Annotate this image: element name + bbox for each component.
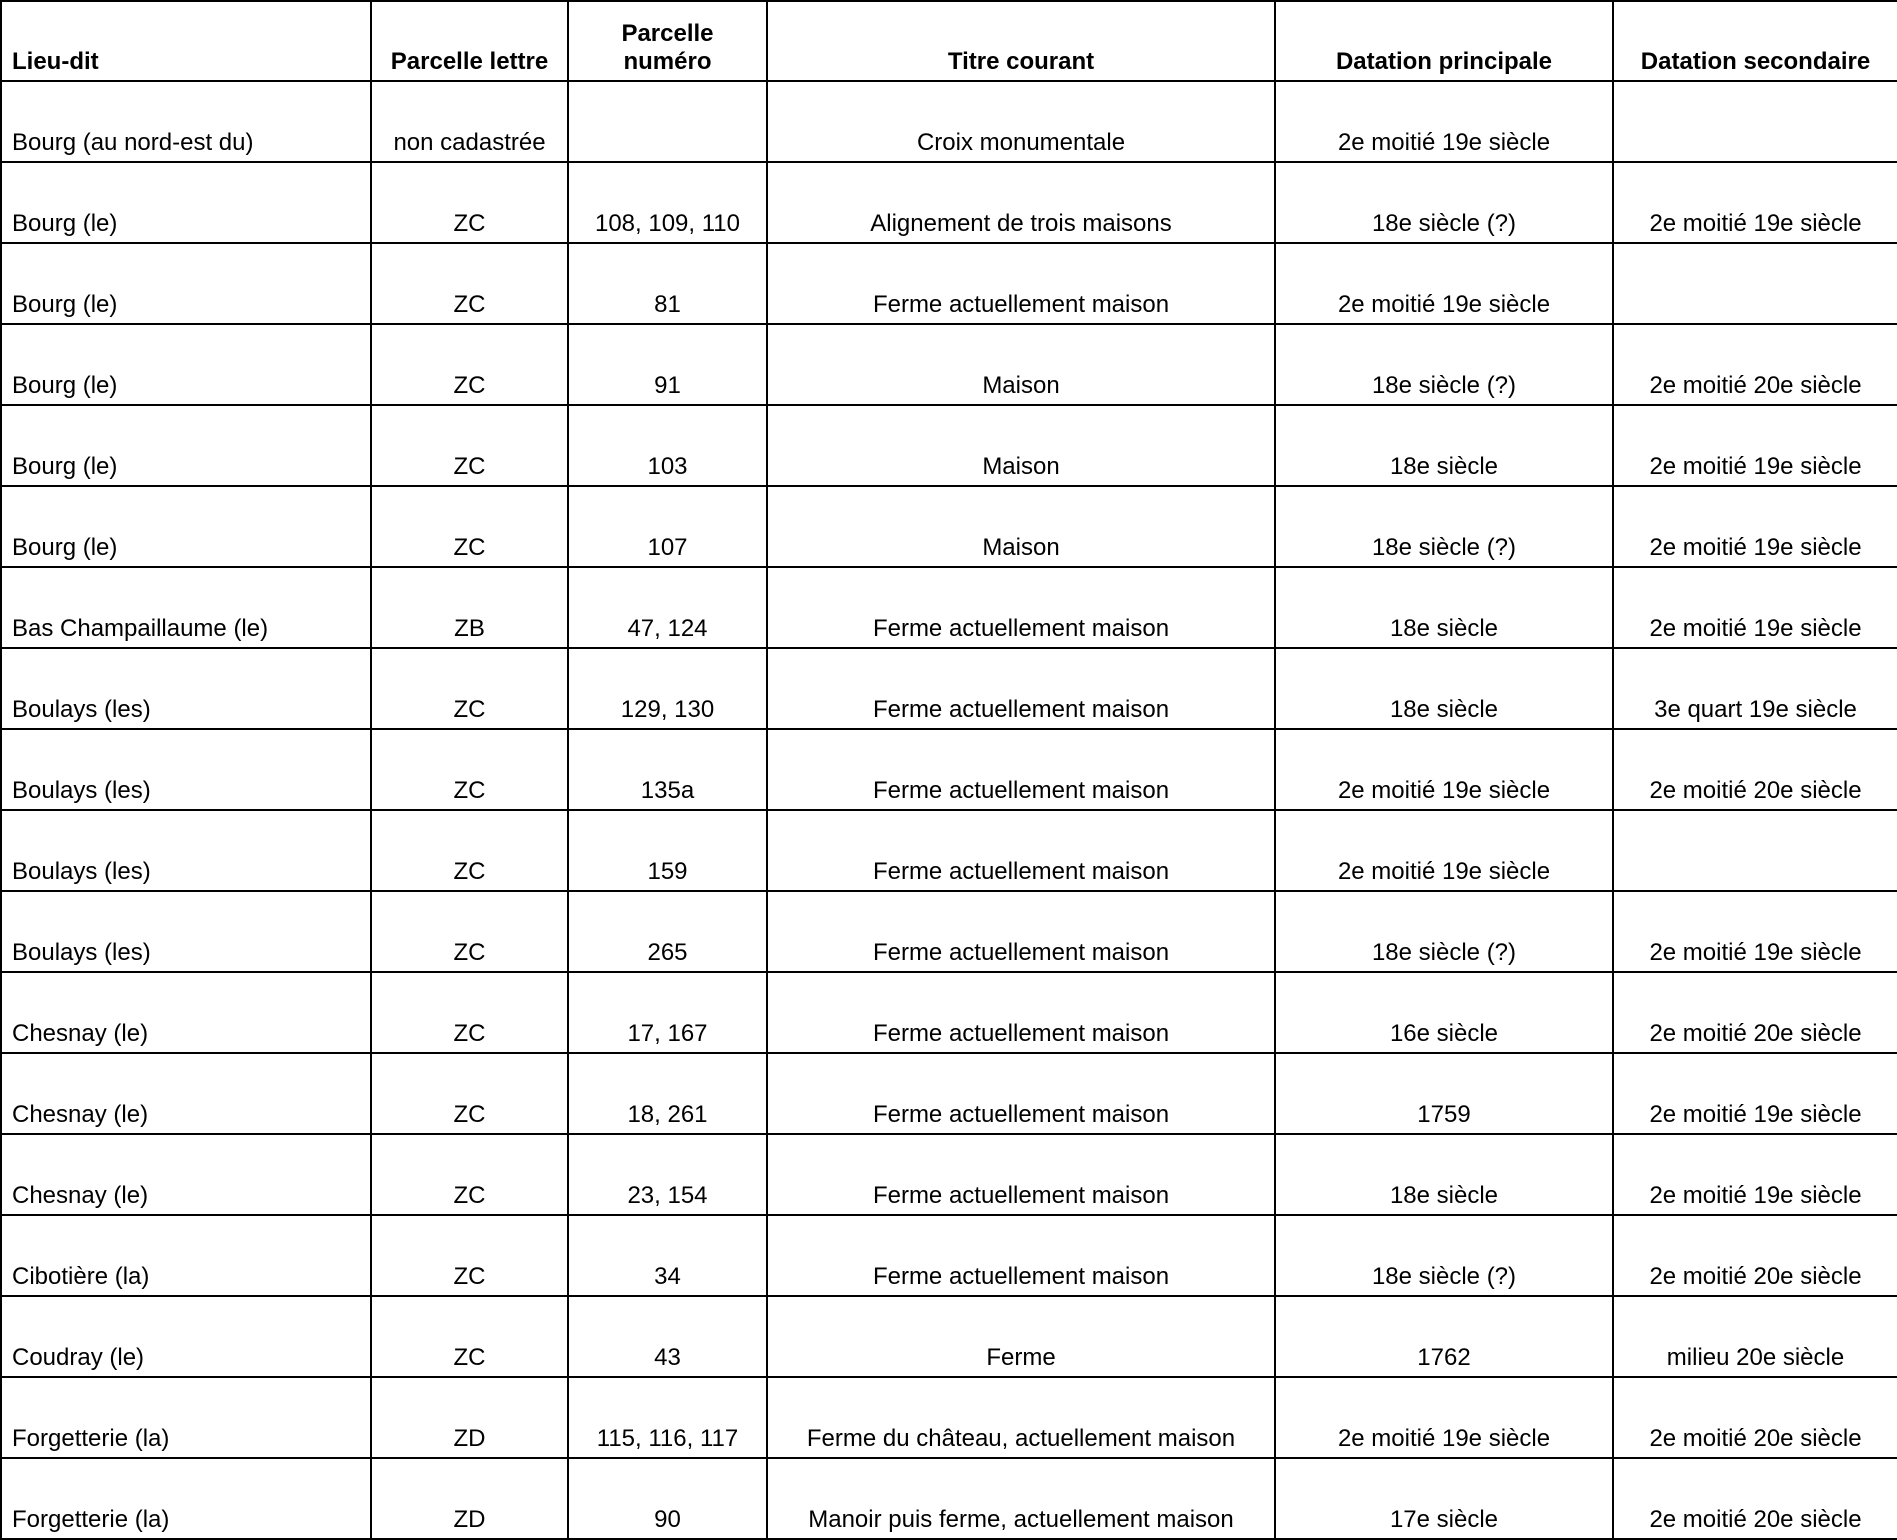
cell-datation-principale: 18e siècle — [1275, 405, 1613, 486]
cell-datation-principale: 17e siècle — [1275, 1458, 1613, 1539]
cell-datation-principale: 18e siècle (?) — [1275, 486, 1613, 567]
cell-parcelle-numero: 34 — [568, 1215, 767, 1296]
cell-titre-courant: Ferme actuellement maison — [767, 972, 1275, 1053]
cell-titre-courant: Ferme du château, actuellement maison — [767, 1377, 1275, 1458]
cell-datation-principale: 18e siècle — [1275, 567, 1613, 648]
header-lieu-dit: Lieu-dit — [1, 1, 371, 81]
cell-titre-courant: Maison — [767, 324, 1275, 405]
cell-parcelle-lettre: ZC — [371, 891, 568, 972]
cell-lieu-dit: Bourg (le) — [1, 162, 371, 243]
cell-datation-secondaire: 2e moitié 19e siècle — [1613, 891, 1897, 972]
cell-lieu-dit: Bas Champaillaume (le) — [1, 567, 371, 648]
cell-titre-courant: Ferme actuellement maison — [767, 648, 1275, 729]
cell-titre-courant: Ferme actuellement maison — [767, 1134, 1275, 1215]
cell-titre-courant: Manoir puis ferme, actuellement maison — [767, 1458, 1275, 1539]
cell-titre-courant: Ferme actuellement maison — [767, 1053, 1275, 1134]
table-row — [1, 567, 1897, 648]
cell-parcelle-lettre: ZC — [371, 1296, 568, 1377]
header-datation-principale: Datation principale — [1275, 1, 1613, 81]
cell-titre-courant: Ferme — [767, 1296, 1275, 1377]
cell-parcelle-numero: 90 — [568, 1458, 767, 1539]
cell-lieu-dit: Cibotière (la) — [1, 1215, 371, 1296]
cell-parcelle-lettre: ZC — [371, 162, 568, 243]
cell-titre-courant: Ferme actuellement maison — [767, 1215, 1275, 1296]
cell-parcelle-numero: 23, 154 — [568, 1134, 767, 1215]
cell-datation-secondaire: 2e moitié 19e siècle — [1613, 567, 1897, 648]
cell-datation-secondaire: 2e moitié 19e siècle — [1613, 162, 1897, 243]
cell-parcelle-lettre: ZD — [371, 1458, 568, 1539]
cell-titre-courant: Croix monumentale — [767, 81, 1275, 162]
cell-parcelle-lettre: ZC — [371, 1134, 568, 1215]
cell-lieu-dit: Forgetterie (la) — [1, 1377, 371, 1458]
cell-lieu-dit: Bourg (le) — [1, 405, 371, 486]
cell-datation-secondaire: 2e moitié 20e siècle — [1613, 972, 1897, 1053]
cell-datation-principale: 1762 — [1275, 1296, 1613, 1377]
cell-parcelle-numero: 159 — [568, 810, 767, 891]
cell-datation-secondaire: 3e quart 19e siècle — [1613, 648, 1897, 729]
cell-parcelle-numero: 108, 109, 110 — [568, 162, 767, 243]
cell-datation-secondaire: 2e moitié 20e siècle — [1613, 729, 1897, 810]
cell-lieu-dit: Bourg (le) — [1, 243, 371, 324]
cell-datation-secondaire: 2e moitié 20e siècle — [1613, 1458, 1897, 1539]
cell-datation-secondaire: milieu 20e siècle — [1613, 1296, 1897, 1377]
cell-titre-courant: Ferme actuellement maison — [767, 567, 1275, 648]
table-row — [1, 810, 1897, 891]
table-row — [1, 324, 1897, 405]
cell-lieu-dit: Boulays (les) — [1, 891, 371, 972]
cell-parcelle-lettre: ZC — [371, 810, 568, 891]
cell-lieu-dit: Bourg (le) — [1, 324, 371, 405]
table-body — [1, 81, 1897, 1539]
cell-datation-secondaire — [1613, 810, 1897, 891]
cell-datation-secondaire: 2e moitié 20e siècle — [1613, 1215, 1897, 1296]
table-row — [1, 729, 1897, 810]
cell-datation-principale: 18e siècle (?) — [1275, 162, 1613, 243]
cell-datation-secondaire: 2e moitié 19e siècle — [1613, 405, 1897, 486]
cell-parcelle-numero: 81 — [568, 243, 767, 324]
cell-datation-principale: 2e moitié 19e siècle — [1275, 729, 1613, 810]
cell-parcelle-numero: 135a — [568, 729, 767, 810]
table-row — [1, 243, 1897, 324]
cell-datation-principale: 18e siècle — [1275, 1134, 1613, 1215]
table-header — [1, 1, 1897, 81]
table-row — [1, 648, 1897, 729]
cell-lieu-dit: Boulays (les) — [1, 648, 371, 729]
cell-datation-principale: 2e moitié 19e siècle — [1275, 810, 1613, 891]
cell-titre-courant: Alignement de trois maisons — [767, 162, 1275, 243]
cell-parcelle-numero — [568, 81, 767, 162]
cell-parcelle-lettre: ZC — [371, 729, 568, 810]
cell-datation-principale: 2e moitié 19e siècle — [1275, 81, 1613, 162]
cell-titre-courant: Maison — [767, 486, 1275, 567]
table-row — [1, 162, 1897, 243]
table-row — [1, 1215, 1897, 1296]
table-row — [1, 891, 1897, 972]
cell-parcelle-numero: 265 — [568, 891, 767, 972]
cell-lieu-dit: Forgetterie (la) — [1, 1458, 371, 1539]
cell-datation-principale: 16e siècle — [1275, 972, 1613, 1053]
cell-titre-courant: Ferme actuellement maison — [767, 891, 1275, 972]
cell-datation-principale: 18e siècle (?) — [1275, 1215, 1613, 1296]
cell-parcelle-numero: 18, 261 — [568, 1053, 767, 1134]
cell-parcelle-lettre: non cadastrée — [371, 81, 568, 162]
cell-parcelle-numero: 129, 130 — [568, 648, 767, 729]
cell-datation-secondaire — [1613, 243, 1897, 324]
cell-lieu-dit: Bourg (au nord-est du) — [1, 81, 371, 162]
cell-parcelle-lettre: ZB — [371, 567, 568, 648]
cell-parcelle-lettre: ZC — [371, 243, 568, 324]
cell-titre-courant: Ferme actuellement maison — [767, 243, 1275, 324]
cell-datation-secondaire: 2e moitié 20e siècle — [1613, 324, 1897, 405]
cell-parcelle-lettre: ZC — [371, 405, 568, 486]
table-row — [1, 1134, 1897, 1215]
cell-lieu-dit: Chesnay (le) — [1, 972, 371, 1053]
cell-lieu-dit: Bourg (le) — [1, 486, 371, 567]
table-row — [1, 81, 1897, 162]
cell-datation-secondaire: 2e moitié 19e siècle — [1613, 486, 1897, 567]
cell-lieu-dit: Boulays (les) — [1, 810, 371, 891]
cell-lieu-dit: Boulays (les) — [1, 729, 371, 810]
cell-parcelle-lettre: ZC — [371, 1053, 568, 1134]
cell-parcelle-lettre: ZC — [371, 972, 568, 1053]
table-row — [1, 486, 1897, 567]
cell-parcelle-lettre: ZC — [371, 486, 568, 567]
cell-titre-courant: Ferme actuellement maison — [767, 729, 1275, 810]
cell-datation-principale: 2e moitié 19e siècle — [1275, 243, 1613, 324]
cell-parcelle-numero: 91 — [568, 324, 767, 405]
cell-datation-secondaire: 2e moitié 20e siècle — [1613, 1377, 1897, 1458]
cell-datation-principale: 1759 — [1275, 1053, 1613, 1134]
cell-parcelle-lettre: ZD — [371, 1377, 568, 1458]
cell-datation-principale: 18e siècle (?) — [1275, 324, 1613, 405]
cell-parcelle-numero: 115, 116, 117 — [568, 1377, 767, 1458]
cell-parcelle-numero: 47, 124 — [568, 567, 767, 648]
cell-parcelle-numero: 103 — [568, 405, 767, 486]
cell-datation-principale: 18e siècle (?) — [1275, 891, 1613, 972]
table-row — [1, 1458, 1897, 1539]
cell-parcelle-numero: 17, 167 — [568, 972, 767, 1053]
header-datation-secondaire: Datation secondaire — [1613, 1, 1897, 81]
cell-datation-principale: 2e moitié 19e siècle — [1275, 1377, 1613, 1458]
header-row — [1, 1, 1897, 81]
header-titre-courant: Titre courant — [767, 1, 1275, 81]
table-row — [1, 405, 1897, 486]
cell-datation-secondaire — [1613, 81, 1897, 162]
table-row — [1, 1377, 1897, 1458]
cell-titre-courant: Ferme actuellement maison — [767, 810, 1275, 891]
cell-parcelle-numero: 43 — [568, 1296, 767, 1377]
cell-lieu-dit: Chesnay (le) — [1, 1053, 371, 1134]
cell-lieu-dit: Chesnay (le) — [1, 1134, 371, 1215]
table-row — [1, 1296, 1897, 1377]
cell-parcelle-lettre: ZC — [371, 1215, 568, 1296]
cell-titre-courant: Maison — [767, 405, 1275, 486]
cell-parcelle-lettre: ZC — [371, 648, 568, 729]
cell-parcelle-numero: 107 — [568, 486, 767, 567]
cell-datation-secondaire: 2e moitié 19e siècle — [1613, 1134, 1897, 1215]
table-row — [1, 972, 1897, 1053]
cell-lieu-dit: Coudray (le) — [1, 1296, 371, 1377]
cell-parcelle-lettre: ZC — [371, 324, 568, 405]
header-parcelle-numero: Parcelle numéro — [568, 1, 767, 81]
header-parcelle-lettre: Parcelle lettre — [371, 1, 568, 81]
cell-datation-secondaire: 2e moitié 19e siècle — [1613, 1053, 1897, 1134]
table-row — [1, 1053, 1897, 1134]
cell-datation-principale: 18e siècle — [1275, 648, 1613, 729]
